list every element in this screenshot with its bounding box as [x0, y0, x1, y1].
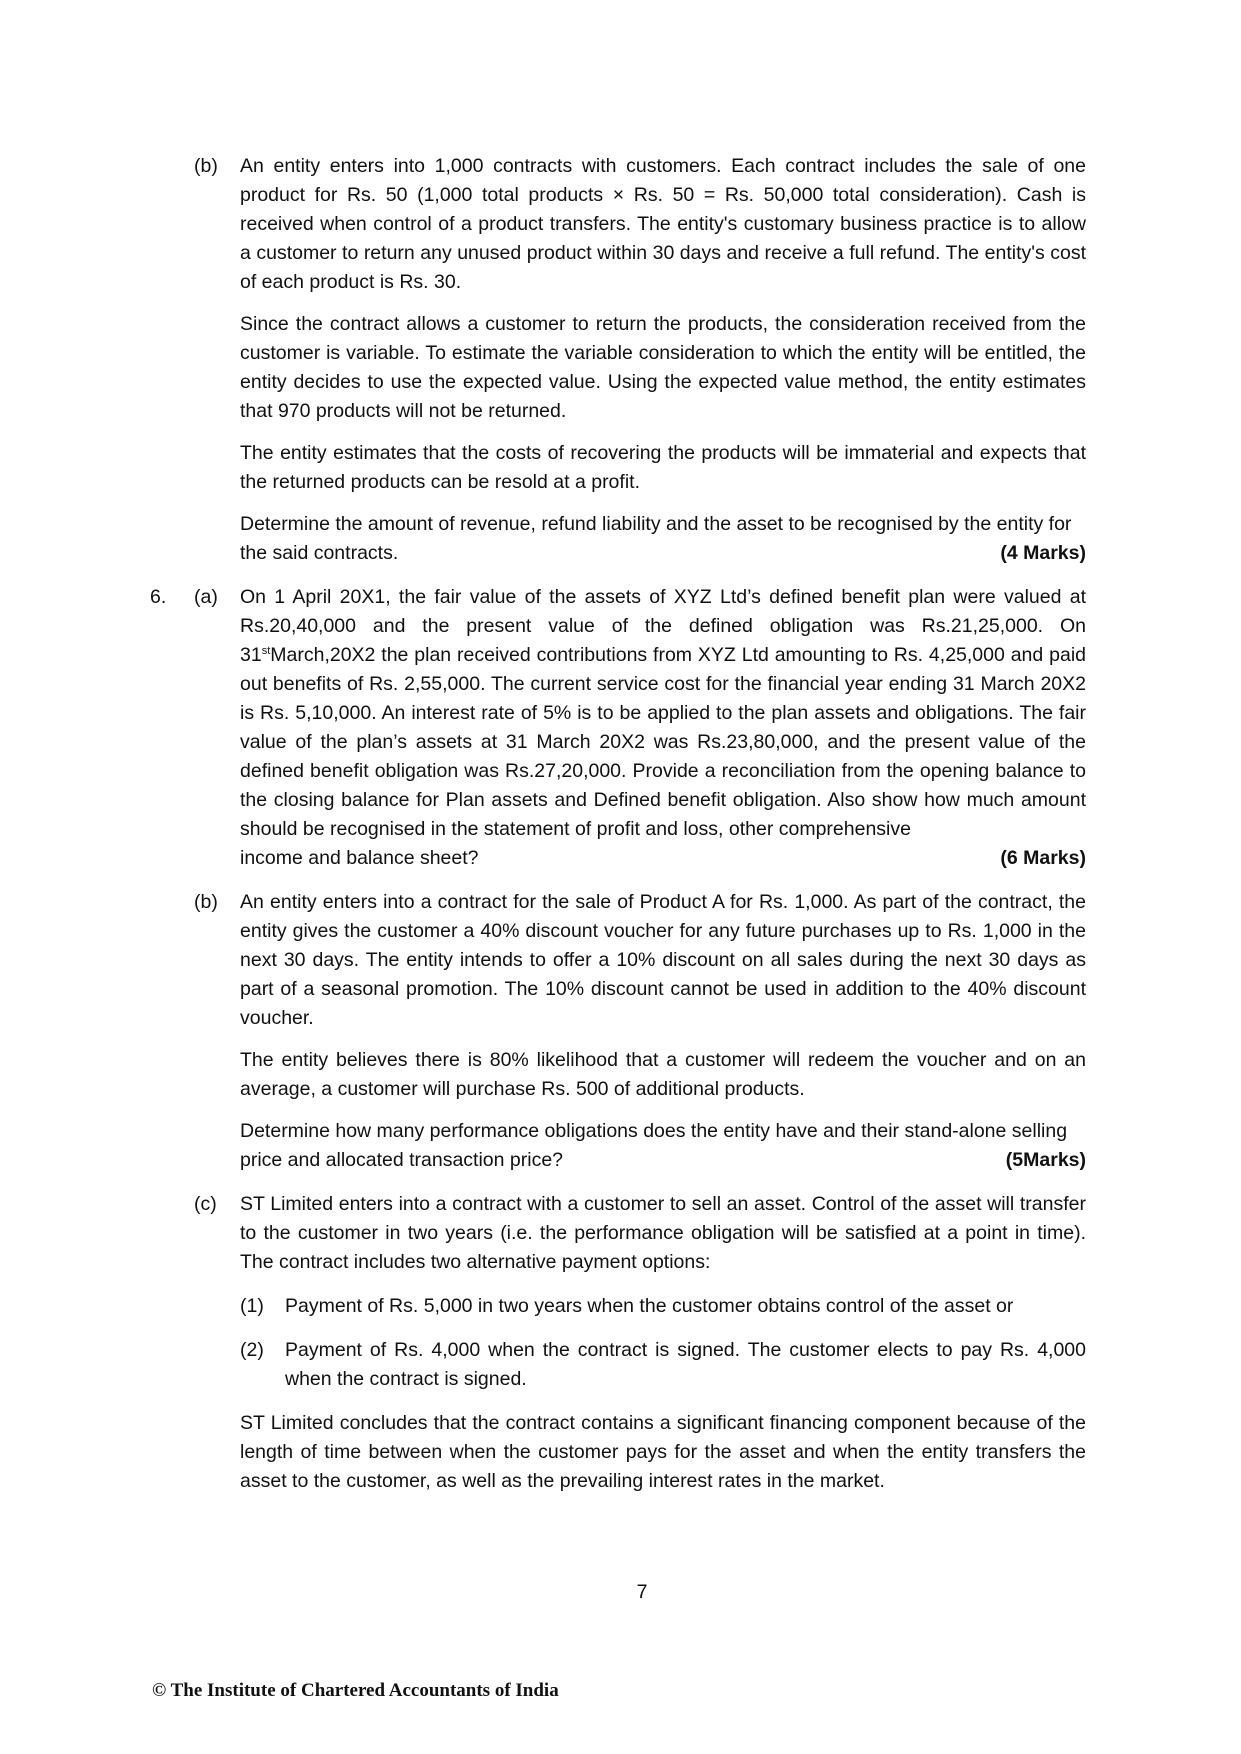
- part-label: (b): [194, 891, 218, 913]
- part-label: (b): [194, 155, 218, 177]
- q6b-paragraph-2: The entity believes there is 80% likelihood that a customer will redeem the voucher and on an average, a customer will purchase Rs. 500 of additional products.: [240, 1049, 1086, 1100]
- q6c-paragraph-2: ST Limited concludes that the contract contains a significant financing component because of the length of time between when the customer pays for the asset and when the entity transfers the asset to the customer, as well as the prevailing interest rates in the market.: [240, 1412, 1086, 1492]
- option-number: (1): [240, 1295, 264, 1317]
- question-6b: [194, 888, 1086, 1175]
- q6c-paragraph-1: ST Limited enters into a contract with a customer to sell an asset. Control of the asset will transfer to the customer in two years (i.e. the performance obligation will be satisfied at a point in time). The contract includes two alternative payment options:: [240, 1193, 1086, 1273]
- q5b-question-line-2: the said contracts.: [240, 542, 399, 564]
- marks-badge: (5Marks): [1005, 1149, 1086, 1171]
- q5b-paragraph-1: An entity enters into 1,000 contracts with customers. Each contract includes the sale of one product for Rs. 50 (1,000 total products × Rs. 50 = Rs. 50,000 total consideration). Cash is received when control of a product transfers. The entity's customary business practice is to allow a customer to return any unused product within 30 days and receive a full refund. The entity's cost of each product is Rs. 30.: [240, 155, 1086, 293]
- q6a-text-part-1: On 1 April 20X1, the fair value of the assets of XYZ Ltd’s defined benefit plan were valued at Rs.20,40,000 and the present value of the defined obligation was Rs.21,25,000. On 31: [240, 586, 1086, 666]
- q5b-paragraph-2: Since the contract allows a customer to return the products, the consideration received from the customer is variable. To estimate the variable consideration to which the entity will be entitled, the entity decides to use the expected value. Using the expected value method, the entity estimates that 970 products will not be returned.: [240, 313, 1086, 422]
- q6a-marks-line: [240, 844, 1086, 873]
- q6a-paragraph: [240, 583, 1086, 844]
- question-6: [150, 583, 1086, 1496]
- question-5b: [150, 152, 1086, 568]
- option-number: (2): [240, 1339, 264, 1361]
- part-label: (c): [194, 1193, 217, 1215]
- footer-copyright: © The Institute of Chartered Accountants of India: [152, 1680, 559, 1701]
- option-text: Payment of Rs. 4,000 when the contract is signed. The customer elects to pay Rs. 4,000 when the contract is signed.: [285, 1339, 1086, 1390]
- page-number: 7: [636, 1581, 648, 1603]
- payment-option: [240, 1336, 1086, 1394]
- q6b-question-line-1: Determine how many performance obligations does the entity have and their stand-alone selling: [240, 1120, 1068, 1142]
- q5b-paragraph-3: The entity estimates that the costs of recovering the products will be immaterial and expects that the returned products can be resold at a profit.: [240, 442, 1086, 493]
- superscript: st: [261, 645, 271, 657]
- question-6c: [194, 1190, 1086, 1496]
- q6b-paragraph-1: An entity enters into a contract for the sale of Product A for Rs. 1,000. As part of the contract, the entity gives the customer a 40% discount voucher for any future purchases up to Rs. 1,000 in the next 30 days. The entity intends to offer a 10% discount on all sales during the next 30 days as part of a seasonal promotion. The 10% discount cannot be used in addition to the 40% discount voucher.: [240, 891, 1086, 1029]
- question-number: 6.: [150, 586, 167, 608]
- page-content: [150, 152, 1086, 1496]
- question-6a: [194, 583, 1086, 873]
- q5b-paragraph-4: [240, 510, 1086, 539]
- q6a-text-part-2: March,20X2 the plan received contributions from XYZ Ltd amounting to Rs. 4,25,000 and paid out benefits of Rs. 2,55,000. The current service cost for the financial year ending 31 March 20X2 is Rs. 5,10,000. An interest rate of 5% is to be applied to the plan assets and obligations. The fair value of the plan’s assets at 31 March 20X2 was Rs.23,80,000, and the present value of the defined benefit obligation was Rs.27,20,000. Provide a reconciliation from the opening balance to the closing balance for Plan assets and Defined benefit obligation. Also show how much amount should be recognised in the statement of profit and loss, other comprehensive: [240, 644, 1086, 840]
- q6b-marks-line: [240, 1146, 1086, 1175]
- option-text: Payment of Rs. 5,000 in two years when the customer obtains control of the asset or: [285, 1295, 1014, 1317]
- q6a-last-line: income and balance sheet?: [240, 847, 479, 869]
- q6b-paragraph-3: [240, 1117, 1086, 1146]
- q5b-question-line-1: Determine the amount of revenue, refund liability and the asset to be recognised by the entity for: [240, 513, 1072, 535]
- marks-badge: (6 Marks): [1000, 847, 1086, 869]
- part-label: (a): [194, 586, 218, 608]
- payment-option: [240, 1292, 1086, 1321]
- marks-badge: (4 Marks): [1000, 542, 1086, 564]
- q6b-question-line-2: price and allocated transaction price?: [240, 1149, 564, 1171]
- q5b-marks-line: [240, 539, 1086, 568]
